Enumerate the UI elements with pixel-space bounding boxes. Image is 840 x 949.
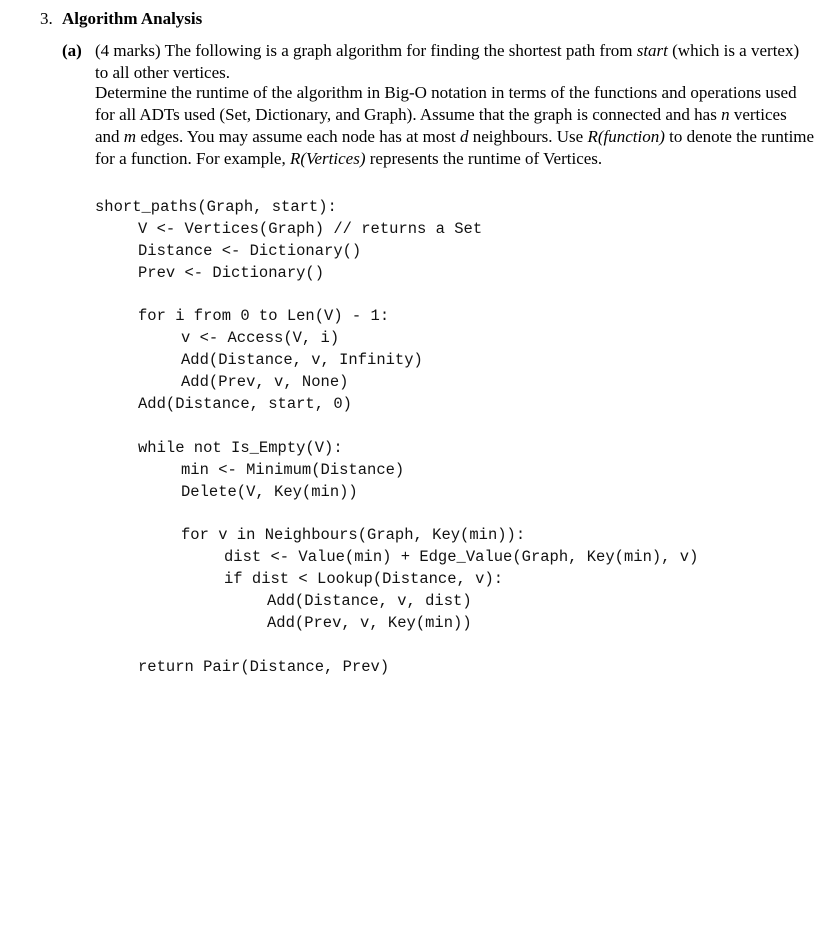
code-line: Distance <- Dictionary() bbox=[138, 241, 362, 260]
code-line: min <- Minimum(Distance) bbox=[181, 460, 405, 479]
code-blank-line bbox=[95, 285, 698, 307]
code-line: v <- Access(V, i) bbox=[181, 329, 340, 348]
r-vertices-term: R(Vertices) bbox=[289, 149, 366, 168]
intro-text: The following is a graph algorithm for finding the shortest path from bbox=[164, 41, 633, 60]
var-m: m bbox=[123, 127, 137, 146]
task-text-1: Determine the runtime of the algorithm in Big-O notation in terms of the functions and operations used for all ADTs used (Set, Dictionary, and Graph). Assume that the graph is connected and has bbox=[95, 83, 797, 124]
code-line: Add(Prev, v, Key(min)) bbox=[267, 613, 472, 632]
question-heading bbox=[40, 8, 202, 30]
code-line: Delete(V, Key(min)) bbox=[181, 482, 358, 501]
code-line: return Pair(Distance, Prev) bbox=[138, 657, 390, 676]
code-line: for i from 0 to Len(V) - 1: bbox=[138, 307, 390, 326]
code-line: Add(Prev, v, None) bbox=[181, 373, 349, 392]
part-label: (a) bbox=[62, 41, 82, 60]
r-function-term: R(function) bbox=[587, 127, 665, 146]
code-line: while not Is_Empty(V): bbox=[138, 438, 343, 457]
code-line: Add(Distance, start, 0) bbox=[138, 395, 352, 414]
task-text-3: edges. You may assume each node has at most bbox=[140, 127, 456, 146]
code-line: short_paths(Graph, start): bbox=[95, 198, 337, 216]
marks: (4 marks) bbox=[95, 41, 161, 60]
pseudocode-block bbox=[95, 197, 698, 679]
code-line: Add(Distance, v, dist) bbox=[267, 592, 472, 611]
var-d: d bbox=[459, 127, 469, 146]
task-text-2: vertices and bbox=[95, 105, 787, 146]
code-line: dist <- Value(min) + Edge_Value(Graph, Key(min), v) bbox=[224, 548, 699, 567]
code-line: for v in Neighbours(Graph, Key(min)): bbox=[181, 526, 526, 545]
code-line: V <- Vertices(Graph) // returns a Set bbox=[138, 219, 483, 238]
start-term: start bbox=[636, 41, 668, 60]
task-description bbox=[95, 82, 815, 170]
task-text-4: neighbours. Use bbox=[472, 127, 584, 146]
code-blank-line bbox=[95, 635, 698, 657]
code-line: Prev <- Dictionary() bbox=[138, 263, 325, 282]
code-blank-line bbox=[95, 416, 698, 438]
question-title: Algorithm Analysis bbox=[62, 9, 203, 28]
task-text-6: represents the runtime of Vertices. bbox=[369, 149, 603, 168]
code-blank-line bbox=[95, 503, 698, 525]
intro-text-2: (which is a vertex) to all other vertices. bbox=[95, 41, 800, 82]
code-line: if dist < Lookup(Distance, v): bbox=[224, 570, 504, 589]
task-text-5: to denote the runtime for a function. For example, bbox=[95, 127, 815, 168]
var-n: n bbox=[721, 105, 730, 124]
question-number: 3. bbox=[40, 9, 53, 28]
code-line: Add(Distance, v, Infinity) bbox=[181, 351, 423, 370]
part-intro bbox=[95, 40, 815, 84]
